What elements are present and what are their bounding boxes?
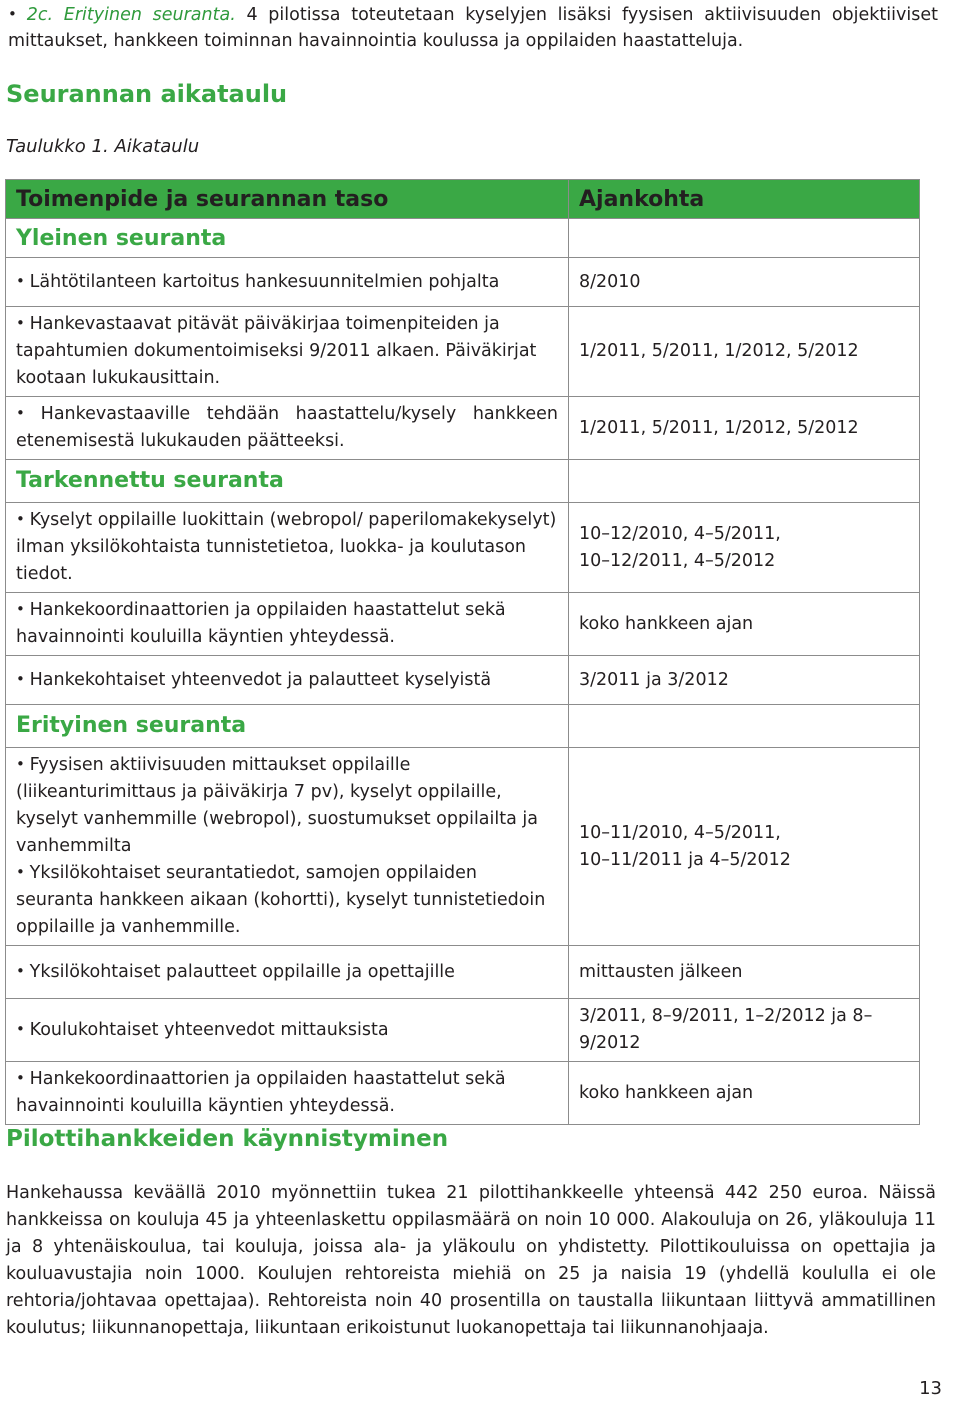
row-time: koko hankkeen ajan [569, 1062, 920, 1125]
row-action: • Yksilökohtaiset palautteet oppilaille ja opettajille [16, 959, 558, 986]
table-row [6, 656, 920, 705]
row-action: • Lähtötilanteen kartoitus hankesuunnitelmien pohjalta [16, 269, 558, 296]
row-action: • Hankevastaaville tehdään haastattelu/kysely hankkeen etenemisestä lukukauden päätteeksi. [16, 401, 558, 455]
intro-text: 4 pilotissa toteutetaan kyselyjen lisäksi fyysisen aktiivisuuden objektiiviset mittaukset, hankkeen toiminnan havainnointia koulussa ja oppilaiden haastatteluja. [8, 5, 938, 51]
row-time: koko hankkeen ajan [569, 593, 920, 656]
table-row [6, 258, 920, 307]
table-row [6, 1062, 920, 1125]
schedule-table [5, 179, 920, 1125]
row-time: 3/2011, 8–9/2011, 1–2/2012 ja 8–9/2012 [569, 999, 920, 1062]
table-row [6, 503, 920, 593]
table-caption [6, 136, 199, 157]
row-time: 1/2011, 5/2011, 1/2012, 5/2012 [569, 397, 920, 460]
special-title: Erityinen seuranta [16, 712, 247, 738]
row-time-line: 10–12/2011, 4–5/2012 [579, 550, 776, 571]
row-action: • Hankekohtaiset yhteenvedot ja palautteet kyselyistä [16, 667, 558, 694]
table-caption-label: Taulukko 1. [6, 136, 109, 157]
schedule-table-wrapper [5, 179, 899, 1125]
table-row [6, 397, 920, 460]
header-time-cell: Ajankohta [569, 180, 920, 219]
launch-paragraph: Hankehaussa keväällä 2010 myönnettiin tukea 21 pilottihankkeelle yhteensä 442 250 euroa. Näissä hankkeissa on kouluja 45 ja yhteenlaskettu oppilasmäärä on noin 10 000. Alakouluja on 26, yläkouluja 11 ja 8 yhtenäiskoulua, tai kouluja, joissa ala- ja yläkoulu on yhdistetty. Pilottikouluissa on opettajia ja kouluavustajia noin 1000. Koulujen rehtoreista miehiä on 25 ja naisia 19 (yhdellä koululla ei ole rehtoria/johtavaa opettajaa). Rehtoreista noin 40 prosentilla on taustalla liikuntaan liittyvä ammatillinen koulutus; liikunnanopettaja, liikuntaan erikoistunut luokanopettaja tai liikunnanohjaaja. [6, 1183, 936, 1338]
row-time: 8/2010 [569, 258, 920, 307]
intro-lead: 2c. Erityinen seuranta. [26, 5, 236, 25]
schedule-section-title: Seurannan aikataulu [6, 80, 288, 108]
row-action: • Koulukohtaiset yhteenvedot mittauksista [16, 1017, 558, 1044]
table-row [6, 748, 920, 946]
table-row [6, 593, 920, 656]
row-action: • Hankekoordinaattorien ja oppilaiden haastattelut sekä havainnointi kouluilla käyntien yhteydessä. [16, 597, 558, 651]
table-row [6, 999, 920, 1062]
row-action: • Hankevastaavat pitävät päiväkirjaa toimenpiteiden ja tapahtumien dokumentoimiseksi 9/2011 alkaen. Päiväkirjat kootaan lukukausittain. [16, 311, 558, 392]
launch-section-title: Pilottihankkeiden käynnistyminen [6, 1126, 449, 1152]
general-title-row [6, 219, 920, 258]
row-time-line: 10–11/2011 ja 4–5/2012 [579, 849, 791, 870]
detailed-title-row [6, 460, 920, 503]
table-row [6, 307, 920, 397]
row-time: mittausten jälkeen [569, 946, 920, 999]
row-action: • Yksilökohtaiset seurantatiedot, samojen oppilaiden seuranta hankkeen aikaan (kohortti), kyselyt tunnistetiedoin oppilaille ja vanhemmille. [16, 860, 558, 941]
row-time-line: 10–12/2010, 4–5/2011, [579, 523, 781, 544]
table-caption-text: Aikataulu [114, 136, 200, 157]
detailed-title: Tarkennettu seuranta [16, 467, 284, 493]
row-time: 1/2011, 5/2011, 1/2012, 5/2012 [569, 307, 920, 397]
header-action-cell: Toimenpide ja seurannan taso [6, 180, 569, 219]
general-title: Yleinen seuranta [16, 225, 227, 251]
table-header-row [6, 180, 920, 219]
intro-bullet [8, 5, 27, 25]
row-time: 3/2011 ja 3/2012 [569, 656, 920, 705]
row-time-line: 10–11/2010, 4–5/2011, [579, 822, 781, 843]
special-title-row [6, 705, 920, 748]
row-action: • Kyselyt oppilaille luokittain (webropol/ paperilomakekyselyt) ilman yksilökohtaista tunnistetietoa, luokka- ja koulutason tiedot. [16, 507, 558, 588]
row-action: • Hankekoordinaattorien ja oppilaiden haastattelut sekä havainnointi kouluilla käyntien yhteydessä. [16, 1066, 558, 1120]
row-action: • Fyysisen aktiivisuuden mittaukset oppilaille (liikeanturimittaus ja päiväkirja 7 pv), kyselyt oppilaille, kyselyt vanhemmille (webropol), suostumukset oppilailta ja vanhemmilta [16, 752, 558, 860]
table-row [6, 946, 920, 999]
intro-paragraph [8, 2, 938, 54]
page-number: 13 [919, 1378, 942, 1399]
